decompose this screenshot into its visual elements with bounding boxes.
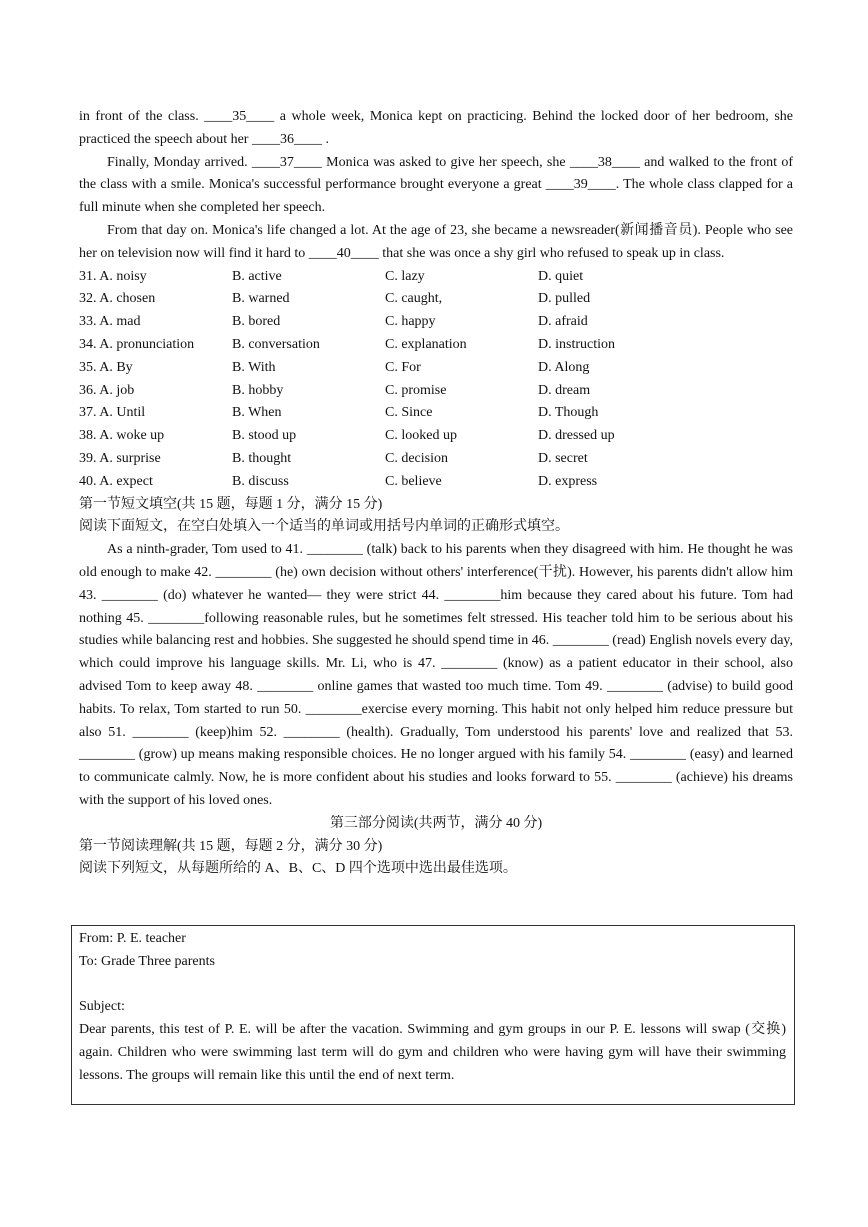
option-d[interactable]: D. afraid — [538, 314, 588, 330]
option-c[interactable]: C. decision — [385, 450, 448, 466]
option-c[interactable]: C. believe — [385, 473, 442, 489]
cloze-passage: As a ninth-grader, Tom used to 41. ________ (talk) back to his parents when they disagreed with him. He thought he was old enough to make 42. ________ (he) own decision without others' interference(干扰). However, his parents didn't allow him 43. ________ (do) whatever he wanted— they were strict 44. ________him because they cared about his future. Tom had nothing 45. ________following reasonable rules, but he sometimes felt stressed. His teacher told him to be serious about his studies while balancing rest and hobbies. She suggested he should spend time in 46. ________ (read) English novels every day, which could improve his language skills. Mr. Li, who is 47. ________ (know) as a patient educator in their school, also advised Tom to keep away 48. ________ online games that wasted too much time. Tom 49. ________ (advise) to build good habits. To relax, Tom started to run 50. ________exercise every morning. This habit not only helped him reduce pressure but also 51. ________ (keep)him 52. ________ (health). Gradually, Tom understood his parents' love and realized that 53. ________ (grow) up means making responsible choices. He no longer argued with his family 54. ________ (easy) and learned to communicate calmly. Now, he is more confident about his studies and looks forward to 55. ________ (achieve) his dreams with the support of his loved ones. — [79, 542, 793, 808]
option-d[interactable]: D. Along — [538, 359, 590, 375]
option-a[interactable]: 36. A. job — [79, 382, 135, 398]
option-row-39 — [79, 448, 793, 471]
option-b[interactable]: B. thought — [232, 450, 292, 466]
option-a[interactable]: 32. A. chosen — [79, 291, 156, 307]
cloze-section-instruction: 阅读下面短文，在空白处填入一个适当的单词或用括号内单词的正确形式填空。 — [79, 519, 569, 535]
email-box — [71, 925, 795, 1105]
option-d[interactable]: D. pulled — [538, 291, 591, 307]
reading-section-instruction: 阅读下列短文，从每题所给的 A、B、C、D 四个选项中选出最佳选项。 — [79, 861, 517, 877]
option-d[interactable]: D. quiet — [538, 268, 584, 284]
blank-line — [79, 974, 786, 997]
option-b[interactable]: B. warned — [232, 291, 290, 307]
option-row-32 — [79, 288, 793, 311]
page-content — [79, 106, 793, 881]
option-c[interactable]: C. Since — [385, 405, 433, 421]
option-a[interactable]: 33. A. mad — [79, 314, 141, 330]
option-a[interactable]: 39. A. surprise — [79, 450, 161, 466]
option-d[interactable]: D. Though — [538, 405, 599, 421]
option-d[interactable]: D. express — [538, 473, 598, 489]
option-d[interactable]: D. instruction — [538, 336, 615, 352]
option-d[interactable]: D. dressed up — [538, 428, 615, 444]
option-row-35 — [79, 357, 793, 380]
option-a[interactable]: 40. A. expect — [79, 473, 153, 489]
option-c[interactable]: C. happy — [385, 314, 436, 330]
passage-paragraph-3: From that day on. Monica's life changed a lot. At the age of 23, she became a newsreader(新闻播音员). People who see her on television now will find it hard to ____40____ that she was once a shy girl who refused to speak up in class. — [79, 222, 793, 261]
option-c[interactable]: C. explanation — [385, 336, 467, 352]
options-list — [79, 266, 793, 494]
option-row-37 — [79, 402, 793, 425]
option-b[interactable]: B. discuss — [232, 473, 289, 489]
option-b[interactable]: B. When — [232, 405, 282, 421]
option-row-36 — [79, 380, 793, 403]
cloze-section-heading: 第一节短文填空(共 15 题，每题 1 分，满分 15 分) — [79, 496, 383, 512]
email-from: From: P. E. teacher — [79, 931, 186, 946]
option-b[interactable]: B. stood up — [232, 428, 297, 444]
option-b[interactable]: B. hobby — [232, 382, 284, 398]
option-a[interactable]: 34. A. pronunciation — [79, 336, 195, 352]
option-b[interactable]: B. With — [232, 359, 276, 375]
option-a[interactable]: 38. A. woke up — [79, 428, 165, 444]
option-c[interactable]: C. promise — [385, 382, 447, 398]
reading-section-heading: 第一节阅读理解(共 15 题，每题 2 分，满分 30 分) — [79, 838, 383, 854]
email-subject: Subject: — [79, 999, 125, 1015]
email-to: To: Grade Three parents — [79, 953, 215, 969]
option-b[interactable]: B. conversation — [232, 336, 320, 352]
option-c[interactable]: C. caught, — [385, 291, 443, 307]
option-a[interactable]: 31. A. noisy — [79, 268, 147, 284]
option-c[interactable]: C. looked up — [385, 428, 457, 444]
option-a[interactable]: 37. A. Until — [79, 405, 146, 421]
option-row-31 — [79, 266, 793, 289]
option-d[interactable]: D. dream — [538, 382, 591, 398]
passage-paragraph-2: Finally, Monday arrived. ____37____ Monica was asked to give her speech, she ____38____ and walked to the front of the class with a smile. Monica's successful performance brought everyone a great ____39____. The whole class clapped for a full minute when she completed her speech. — [79, 154, 793, 216]
option-d[interactable]: D. secret — [538, 450, 588, 466]
option-b[interactable]: B. bored — [232, 314, 281, 330]
option-row-38 — [79, 425, 793, 448]
option-a[interactable]: 35. A. By — [79, 359, 133, 375]
option-row-40 — [79, 471, 793, 494]
option-c[interactable]: C. lazy — [385, 268, 425, 284]
option-row-34 — [79, 334, 793, 357]
option-row-33 — [79, 311, 793, 334]
part3-title: 第三部分阅读(共两节，满分 40 分) — [329, 815, 543, 831]
option-c[interactable]: C. For — [385, 359, 421, 375]
passage-paragraph-1: in front of the class. ____35____ a whole week, Monica kept on practicing. Behind the locked door of her bedroom, she practiced the speech about her ____36____ . — [79, 109, 793, 147]
option-b[interactable]: B. active — [232, 268, 282, 284]
email-body: Dear parents, this test of P. E. will be after the vacation. Swimming and gym groups in our P. E. lessons will swap (交换) again. Children who were swimming last term will do gym and children who were having gym will have their swimming lessons. The groups will remain like this until the end of next term. — [79, 1022, 786, 1083]
